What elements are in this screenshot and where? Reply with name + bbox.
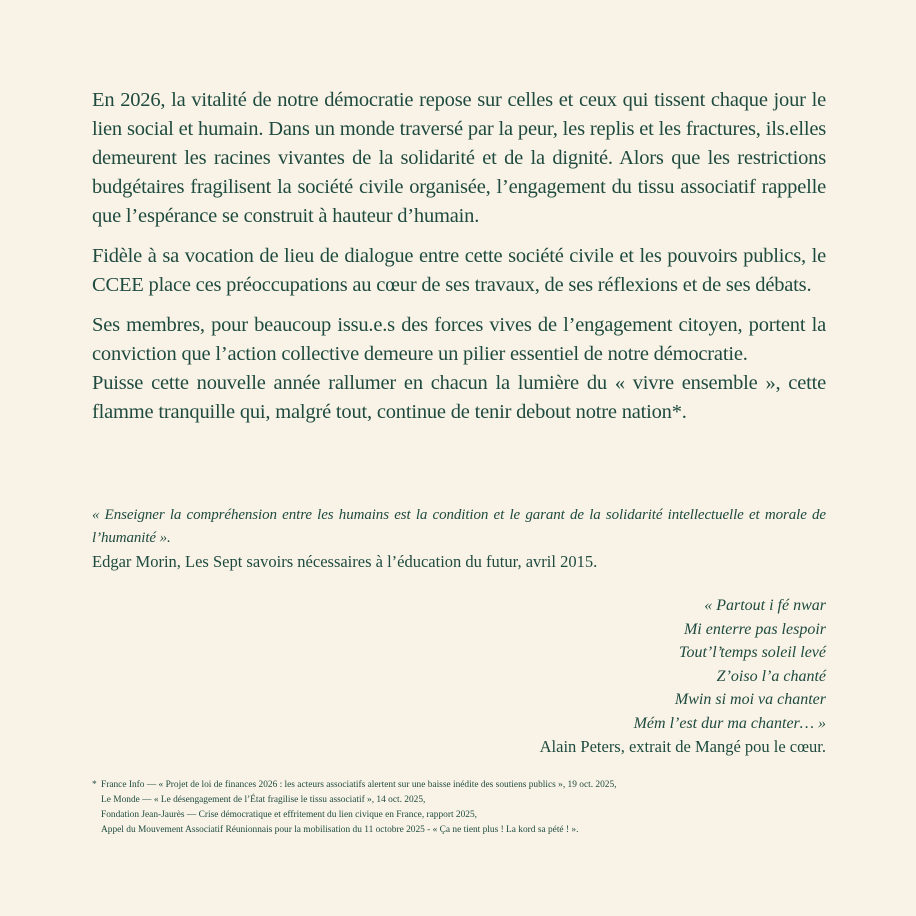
poem-line: Z’oiso l’a chanté (716, 667, 826, 685)
poem-line: Tout’l’temps soleil levé (679, 644, 826, 661)
poem-line: Mém l’est dur ma chanter… » (633, 714, 826, 732)
footnote-line: Appel du Mouvement Associatif Réunionnais pour la mobilisation du 11 octobre 2025 - « Ça ne tient plus ! La kord sa pété ! ». (101, 825, 579, 835)
poem-line: Mi enterre pas lespoir (683, 620, 826, 638)
footnote-line: France Info — « Projet de loi de finances 2026 : les acteurs associatifs alertent sur une baisse inédite des soutiens publics », 19 oct. 2025, (101, 780, 617, 790)
poem-line: Mwin si moi va chanter (674, 691, 826, 708)
poem-line: « Partout i fé nwar (704, 597, 826, 614)
footnote-line: Le Monde — « Le désengagement de l’État fragilise le tissu associatif », 14 oct. 2025, (101, 795, 426, 805)
quote-source: Edgar Morin, Les Sept savoirs nécessaires à l’éducation du futur, avril 2015. (92, 552, 598, 571)
paragraph-intro: En 2026, la vitalité de notre démocratie repose sur celles et ceux qui tissent chaque jour le lien social et humain. Dans un monde traversé par la peur, les replis et les fractures, ils.elles demeurent les racines vivantes de la solidarité et de la dignité. Alors que les restrictions budgétaires fragilisent la société civile organisée, l’engagement du tissu associatif rappelle que l’espérance se construit à hauteur d’humain. (92, 89, 826, 227)
quote-text: « Enseigner la compréhension entre les humains est la condition et le garant de la solidarité intellectuelle et morale de l’humanité ». (92, 507, 826, 546)
footnote-line: Fondation Jean-Jaurès — Crise démocratique et effritement du lien civique en France, rapport 2025, (101, 810, 478, 820)
paragraph-wish: Puisse cette nouvelle année rallumer en chacun la lumière du « vivre ensemble », cette flamme tranquille qui, malgré tout, continue de tenir debout notre nation*. (92, 372, 826, 423)
footnote-marker: * (92, 780, 97, 790)
paragraph-ccee: Fidèle à sa vocation de lieu de dialogue entre cette société civile et les pouvoirs publics, le CCEE place ces préoccupations au cœur de ses travaux, de ses réflexions et de ses débats. (92, 245, 826, 296)
poem-source: Alain Peters, extrait de Mangé pou le cœur. (539, 737, 826, 756)
main-text (92, 86, 826, 427)
paragraph-members: Ses membres, pour beaucoup issu.e.s des forces vives de l’engagement citoyen, portent la conviction que l’action collective demeure un pilier essentiel de notre démocratie. (92, 314, 826, 365)
footnotes (92, 778, 832, 838)
morin-quote (92, 504, 826, 574)
poem-excerpt (540, 594, 826, 759)
